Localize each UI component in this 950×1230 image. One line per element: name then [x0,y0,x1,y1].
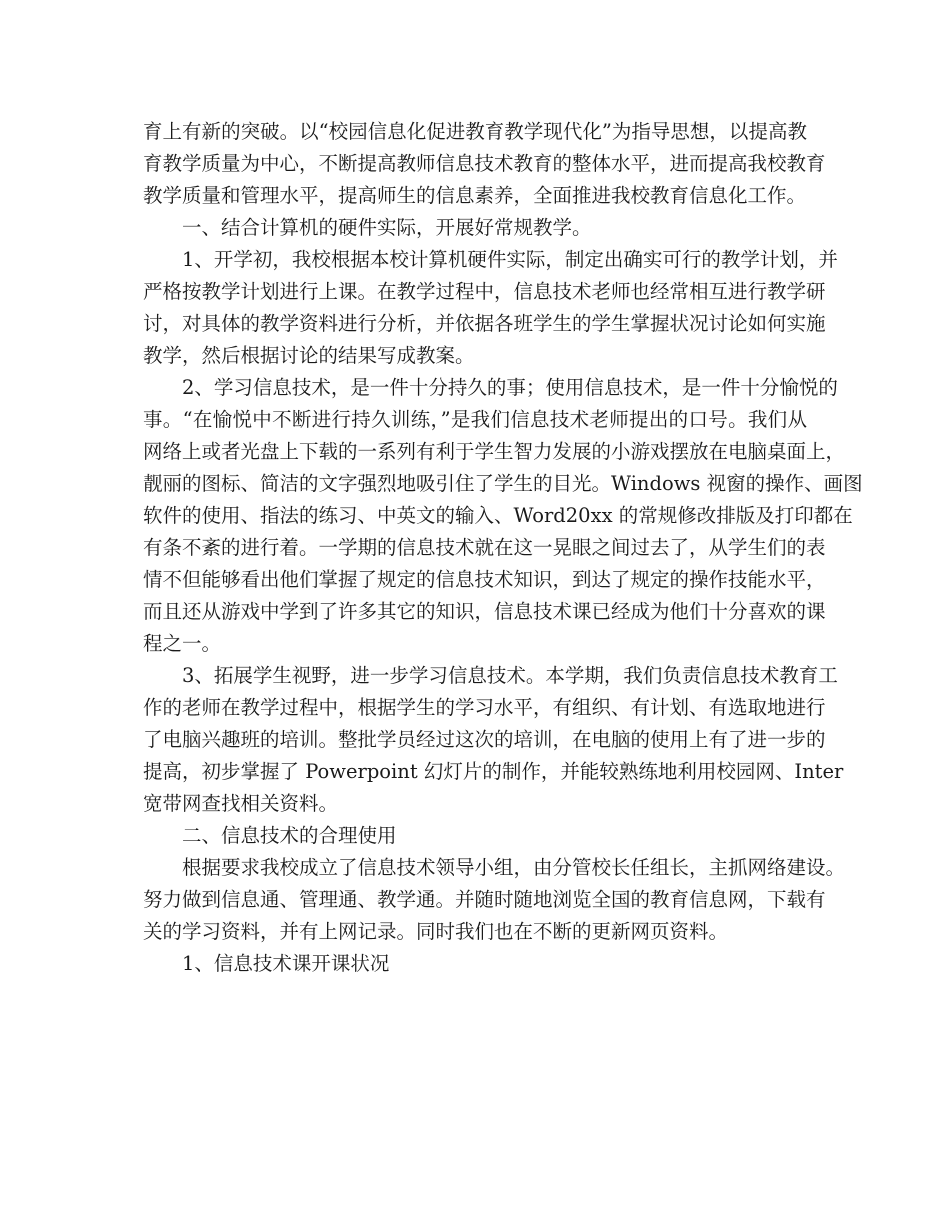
text-line: 根据要求我校成立了信息技术领导小组，由分管校长任组长，主抓网络建设。 [182,856,846,879]
text-line: 情不但能够看出他们掌握了规定的信息技术知识，到达了规定的操作技能水平， [143,568,826,591]
text-line: 3、拓展学生视野，进一步学习信息技术。本学期，我们负责信息技术教育工 [182,664,838,687]
text-line: 严格按教学计划进行上课。在教学过程中，信息技术老师也经常相互进行教学研 [143,280,826,303]
paragraph-item-2 [143,372,863,660]
text-line: 了电脑兴趣班的培训。整批学员经过这次的培训，在电脑的使用上有了进一步的 [143,728,826,751]
text-line: 努力做到信息通、管理通、教学通。并随时随地浏览全国的教育信息网，下载有 [143,888,826,911]
text-line: 而且还从游戏中学到了许多其它的知识，信息技术课已经成为他们十分喜欢的课 [143,600,826,623]
text-line: 教学，然后根据讨论的结果写成教案。 [143,344,475,367]
section-heading: 一、结合计算机的硬件实际，开展好常规教学。 [182,216,592,239]
text-line: 事。“在愉悦中不断进行持久训练，”是我们信息技术老师提出的口号。我们从 [143,408,807,431]
text-line: 程之一。 [143,632,222,655]
text-line: 讨，对具体的教学资料进行分析，并依据各班学生的学生掌握状况讨论如何实施 [143,312,826,335]
heading-section-two [143,820,807,852]
paragraph-intro-continuation [143,116,826,212]
text-line: 宽带网查找相关资料。 [143,792,339,815]
text-line: 软件的使用、指法的练习、中英文的输入、Word20xx 的常规修改排版及打印都在 [143,504,853,527]
text-line: 有条不紊的进行着。一学期的信息技术就在这一晃眼之间过去了，从学生们的表 [143,536,826,559]
text-line: 提高，初步掌握了 Powerpoint 幻灯片的制作，并能较熟练地利用校园网、Inter [143,760,844,783]
paragraph-section-two-body [143,852,846,948]
subsection-heading: 1、信息技术课开课状况 [182,952,390,975]
text-line: 育上有新的突破。以“校园信息化促进教育教学现代化”为指导思想，以提高教 [143,120,807,143]
heading-section-one [143,212,807,244]
text-line: 关的学习资料，并有上网记录。同时我们也在不断的更新网页资料。 [143,920,729,943]
text-line: 2、学习信息技术，是一件十分持久的事；使用信息技术，是一件十分愉悦的 [182,376,838,399]
text-line: 靓丽的图标、简洁的文字强烈地吸引住了学生的目光。Windows 视窗的操作、画图 [143,472,863,495]
heading-subsection-1 [143,948,807,980]
paragraph-item-1 [143,244,838,372]
text-line: 育教学质量为中心，不断提高教师信息技术教育的整体水平，进而提高我校教育 [143,152,826,175]
text-line: 网络上或者光盘上下载的一系列有利于学生智力发展的小游戏摆放在电脑桌面上， [143,440,846,463]
section-heading: 二、信息技术的合理使用 [182,824,397,847]
text-line: 作的老师在教学过程中，根据学生的学习水平，有组织、有计划、有选取地进行 [143,696,826,719]
text-line: 1、开学初，我校根据本校计算机硬件实际，制定出确实可行的教学计划，并 [182,248,838,271]
text-line: 教学质量和管理水平，提高师生的信息素养，全面推进我校教育信息化工作。 [143,184,807,207]
document-body [143,116,863,980]
paragraph-item-3 [143,660,844,820]
